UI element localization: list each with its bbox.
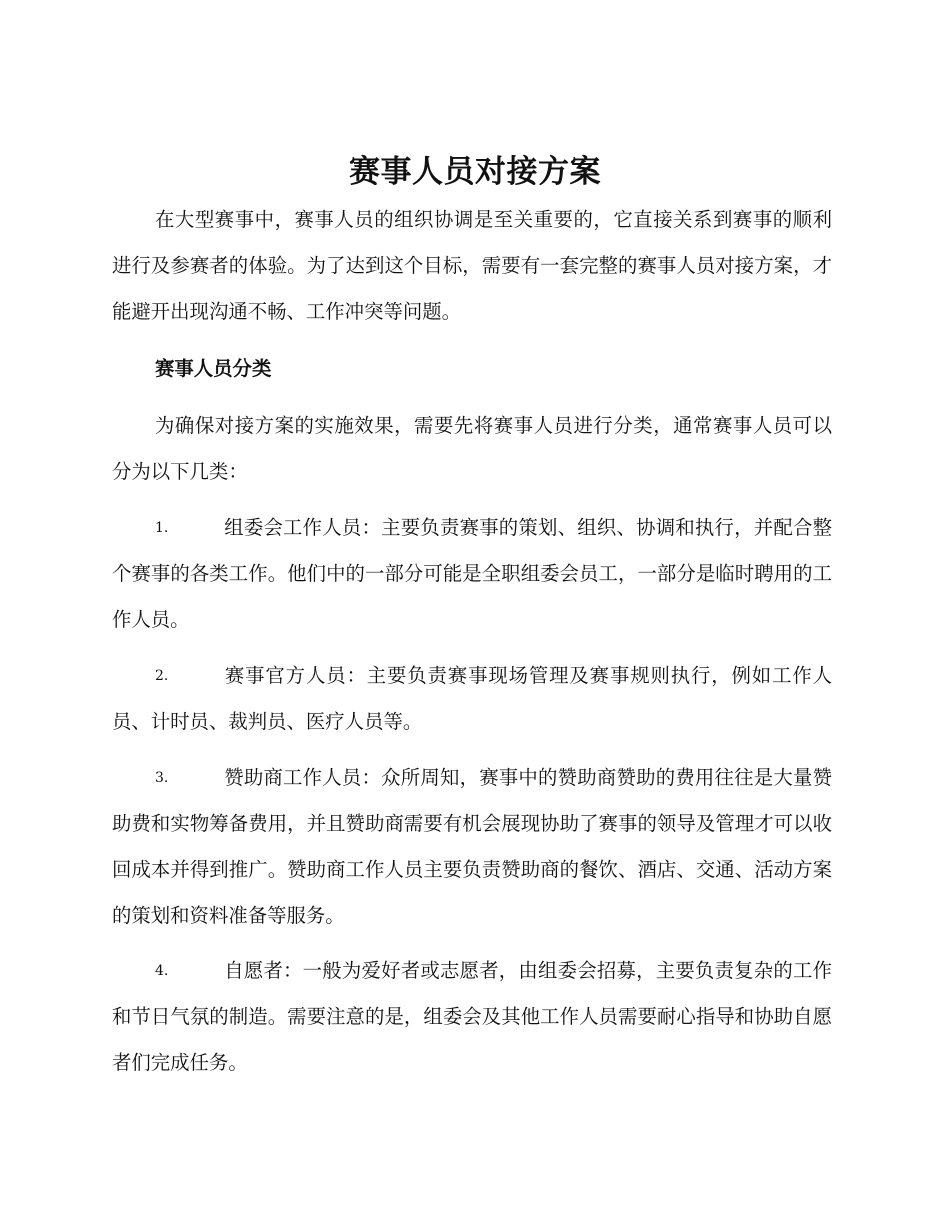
list-item bbox=[112, 948, 832, 1086]
intro-paragraph: 在大型赛事中，赛事人员的组织协调是至关重要的，它直接关系到赛事的顺利进行及参赛者的体验。为了达到这个目标，需要有一套完整的赛事人员对接方案，才能避开出现沟通不畅、工作冲突等问题。 bbox=[112, 208, 832, 323]
document-title: 赛事人员对接方案 bbox=[349, 154, 601, 190]
section-intro-paragraph: 为确保对接方案的实施效果，需要先将赛事人员进行分类，通常赛事人员可以分为以下几类： bbox=[112, 414, 832, 483]
list-item-text: 赛事官方人员：主要负责赛事现场管理及赛事规则执行，例如工作人员、计时员、裁判员、医疗人员等。 bbox=[112, 664, 832, 733]
list-item-number: 4. bbox=[155, 963, 169, 979]
list-item bbox=[112, 755, 832, 939]
list-item-number: 3. bbox=[155, 770, 169, 786]
section-heading: 赛事人员分类 bbox=[155, 357, 272, 380]
list-item bbox=[112, 505, 832, 643]
list-item-number: 1. bbox=[155, 520, 169, 536]
list-item bbox=[112, 653, 832, 745]
list-item-text: 赞助商工作人员：众所周知，赛事中的赞助商赞助的费用往往是大量赞助费和实物筹备费用，并且赞助商需要有机会展现协助了赛事的领导及管理才可以收回成本并得到推广。赞助商工作人员主要负责赞助商的餐饮、酒店、交通、活动方案的策划和资料准备等服务。 bbox=[112, 766, 832, 927]
list-item-text: 自愿者：一般为爱好者或志愿者，由组委会招募，主要负责复杂的工作和节日气氛的制造。需要注意的是，组委会及其他工作人员需要耐心指导和协助自愿者们完成任务。 bbox=[112, 959, 832, 1074]
list-item-number: 2. bbox=[155, 668, 169, 684]
list-item-text: 组委会工作人员：主要负责赛事的策划、组织、协调和执行，并配合整个赛事的各类工作。他们中的一部分可能是全职组委会员工，一部分是临时聘用的工作人员。 bbox=[112, 516, 832, 631]
